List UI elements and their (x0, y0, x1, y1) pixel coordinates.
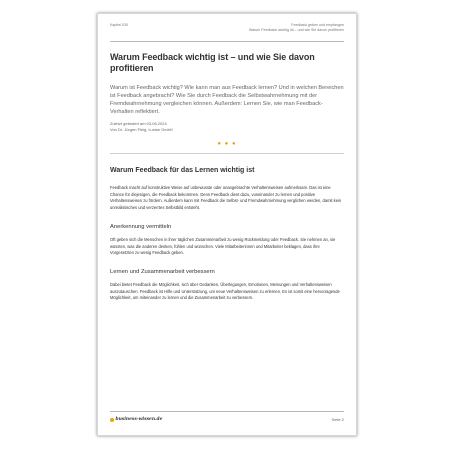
updated-date: Zuletzt geändert am 03.06.2024 (110, 121, 167, 126)
divider (110, 153, 344, 154)
section-heading-recognition: Anerkennung vermitteln (110, 223, 172, 230)
section-heading-collaboration: Lernen und Zusammenarbeit verbessern (110, 268, 215, 275)
section-text-collaboration: Dabei bietet Feedback die Möglichkeit, sich über Gedanken, Überlegungen, Emotionen, Meinungen und Verhaltensweisen auszutauschen. Feedback ist Hilfe und Unterstützung, um neue Verhaltensweisen zu erlernen. Es ist somit eine hervorragende Möglichkeit, um miteinander zu lernen und die Zusammenarbeit zu verbessern. (110, 281, 340, 301)
section-heading-learning: Warum Feedback für das Lernen wichtig ist (110, 167, 255, 174)
section-title: Feedback geben und empfangen (291, 23, 344, 27)
page-number: Seite 2 (331, 417, 344, 422)
document-page (97, 13, 357, 436)
section-text-learning: Feedback macht auf konstruktive Weise auf unbewusste oder unangebrachte Verhaltensweisen aufmerksam. Das ist eine Chance für diejenigen, die Feedback bekommen. Denn Feedback dient dazu, voneinander zu lernen und positive Verhaltensweisen zu fördern. Außerdem kann mit Feedback die Selbst- und Fremdwahrnehmung verglichen werden, damit kein unrealistisches und verzerrtes Selbstbild entsteht. (110, 185, 342, 211)
logo-dot-icon (110, 418, 114, 422)
logo-text: business-wissen.de (115, 417, 163, 422)
article-meta (110, 121, 344, 133)
article-lead: Warum ist Feedback wichtig? Wie kann man aus Feedback lernen? Und in welchen Bereichen ist Feedback angebracht? Wie Sie durch Feedback die Selbstwahrnehmung mit der Fremdwahrnehmung vergleichen können. Außerdem: Lernen Sie, wie man Feedback-Verhalten reflektiert. (110, 85, 344, 115)
section-subtitle: Warum Feedback wichtig ist – und wie Sie davon profitieren (248, 28, 344, 32)
page-header (110, 23, 344, 42)
article-title: Warum Feedback wichtig ist – und wie Sie davon profitieren (110, 52, 315, 73)
article-content (110, 52, 344, 302)
chapter-label: Kapitel 030 (110, 23, 128, 27)
section-text-recognition: Oft geben sich die Menschen in ihrer täglichen Zusammenarbeit zu wenig Rückmeldung oder Feedback. Sie nehmen an, sie wüssten, was die anderen denken, fühlen und wünschen. Viele Mitarbeiterinnen und Mitarbeiter beklagen, dass ihre Vorgesetzten zu wenig Feedback geben. (110, 236, 336, 256)
brand-logo[interactable] (110, 417, 162, 422)
separator-dots-icon: ● ● ● (217, 141, 237, 147)
author-line: Von Dr. Jürgen Fleig, b-wise GmbH (110, 127, 173, 132)
section-info (249, 23, 344, 33)
page-footer (110, 411, 344, 426)
